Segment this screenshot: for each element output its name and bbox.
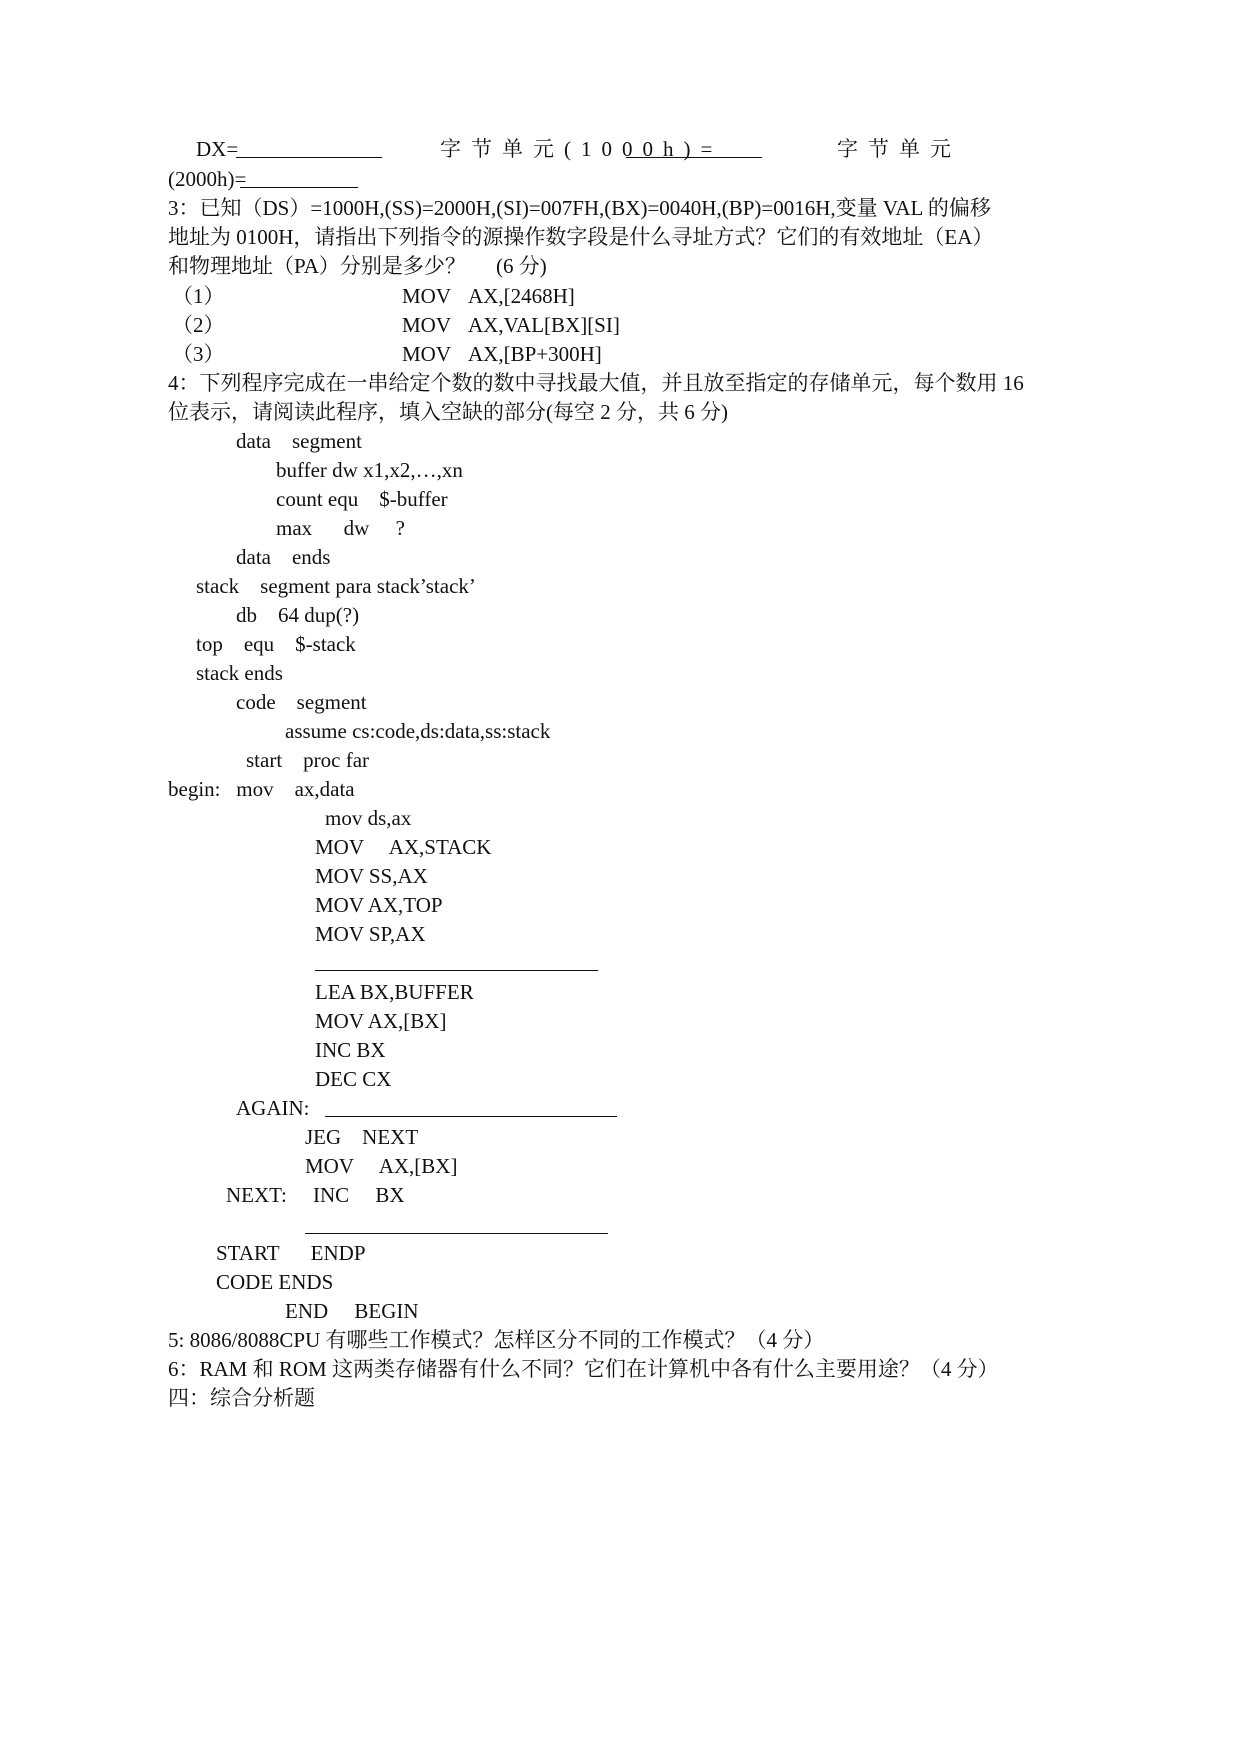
q5-text: 5: 8086/8088CPU 有哪些工作模式？怎样区分不同的工作模式？（4 分） xyxy=(168,1328,825,1352)
code-label-next: NEXT: xyxy=(226,1183,287,1207)
code-line: begin: mov ax,data xyxy=(168,777,355,801)
code-line: END BEGIN xyxy=(285,1299,419,1323)
q6-text: 6：RAM 和 ROM 这两类存储器有什么不同？它们在计算机中各有什么主要用途？（4 分） xyxy=(168,1357,999,1381)
q3-score: (6 分) xyxy=(496,254,547,278)
code-line: max dw ? xyxy=(276,516,405,540)
code-line: INC BX xyxy=(313,1183,405,1207)
q3-item-2-arg: AX,VAL[BX][SI] xyxy=(468,313,620,337)
code-line: data segment xyxy=(236,429,362,453)
code-line: MOV AX,TOP xyxy=(315,893,443,917)
q4-line1: 4：下列程序完成在一串给定个数的数中寻找最大值，并且放至指定的存储单元，每个数用 16 xyxy=(168,371,1024,395)
q3-item-2-op: MOV xyxy=(402,313,452,337)
section4-heading: 四：综合分析题 xyxy=(168,1386,315,1410)
code-line: INC BX xyxy=(315,1038,386,1062)
dx-answer-blank[interactable] xyxy=(236,157,382,158)
code-line: MOV AX,[BX] xyxy=(305,1154,458,1178)
code-line: code segment xyxy=(236,690,367,714)
q3-line3: 和物理地址（PA）分别是多少？ xyxy=(168,254,466,278)
code-line: DEC CX xyxy=(315,1067,392,1091)
code-line: top equ $-stack xyxy=(196,632,356,656)
code-line: MOV SS,AX xyxy=(315,864,428,888)
code-line: MOV SP,AX xyxy=(315,922,426,946)
code-line: MOV AX,STACK xyxy=(315,835,492,859)
q3-item-3-op: MOV xyxy=(402,342,452,366)
code-line: JEG NEXT xyxy=(305,1125,419,1149)
code-line: START ENDP xyxy=(216,1241,366,1265)
fill-blank-1[interactable] xyxy=(315,970,598,971)
q3-item-3-num: （3） xyxy=(172,342,225,366)
code-line: assume cs:code,ds:data,ss:stack xyxy=(285,719,551,743)
byte-unit-2000h-label: 字节单元 xyxy=(837,137,961,161)
fill-blank-2[interactable] xyxy=(325,1116,617,1117)
q3-line1: 3：已知（DS）=1000H,(SS)=2000H,(SI)=007FH,(BX)=0040H,(BP)=0016H,变量 VAL 的偏移 xyxy=(168,196,991,220)
code-line: stack segment para stack’stack’ xyxy=(196,574,476,598)
code-line: CODE ENDS xyxy=(216,1270,334,1294)
code-line: stack ends xyxy=(196,661,283,685)
q3-line2: 地址为 0100H，请指出下列指令的源操作数字段是什么寻址方式？它们的有效地址（EA） xyxy=(168,225,994,249)
code-line: count equ $-buffer xyxy=(276,487,448,511)
q3-item-1-op: MOV xyxy=(402,284,452,308)
q3-item-1-arg: AX,[2468H] xyxy=(468,284,575,308)
q3-item-2-num: （2） xyxy=(172,313,225,337)
code-line: start proc far xyxy=(246,748,370,772)
byte-unit-2000h-suffix: (2000h)= xyxy=(168,167,247,191)
byte-unit-1000h-label: 字节单元(1000h)= xyxy=(440,137,723,161)
code-line: LEA BX,BUFFER xyxy=(315,980,474,1004)
code-label-again: AGAIN: xyxy=(236,1096,310,1120)
code-line: data ends xyxy=(236,545,331,569)
fill-blank-3[interactable] xyxy=(305,1233,608,1234)
code-line: mov ds,ax xyxy=(325,806,412,830)
q3-item-3-arg: AX,[BP+300H] xyxy=(468,342,602,366)
code-line: buffer dw x1,x2,…,xn xyxy=(276,458,463,482)
q4-line2: 位表示，请阅读此程序，填入空缺的部分(每空 2 分，共 6 分) xyxy=(168,400,728,424)
byte-1000h-answer-blank[interactable] xyxy=(626,157,762,158)
code-line: db 64 dup(?) xyxy=(236,603,360,627)
byte-2000h-answer-blank[interactable] xyxy=(240,187,358,188)
q3-item-1-num: （1） xyxy=(172,284,225,308)
dx-label: DX= xyxy=(196,137,239,161)
code-line: MOV AX,[BX] xyxy=(315,1009,447,1033)
